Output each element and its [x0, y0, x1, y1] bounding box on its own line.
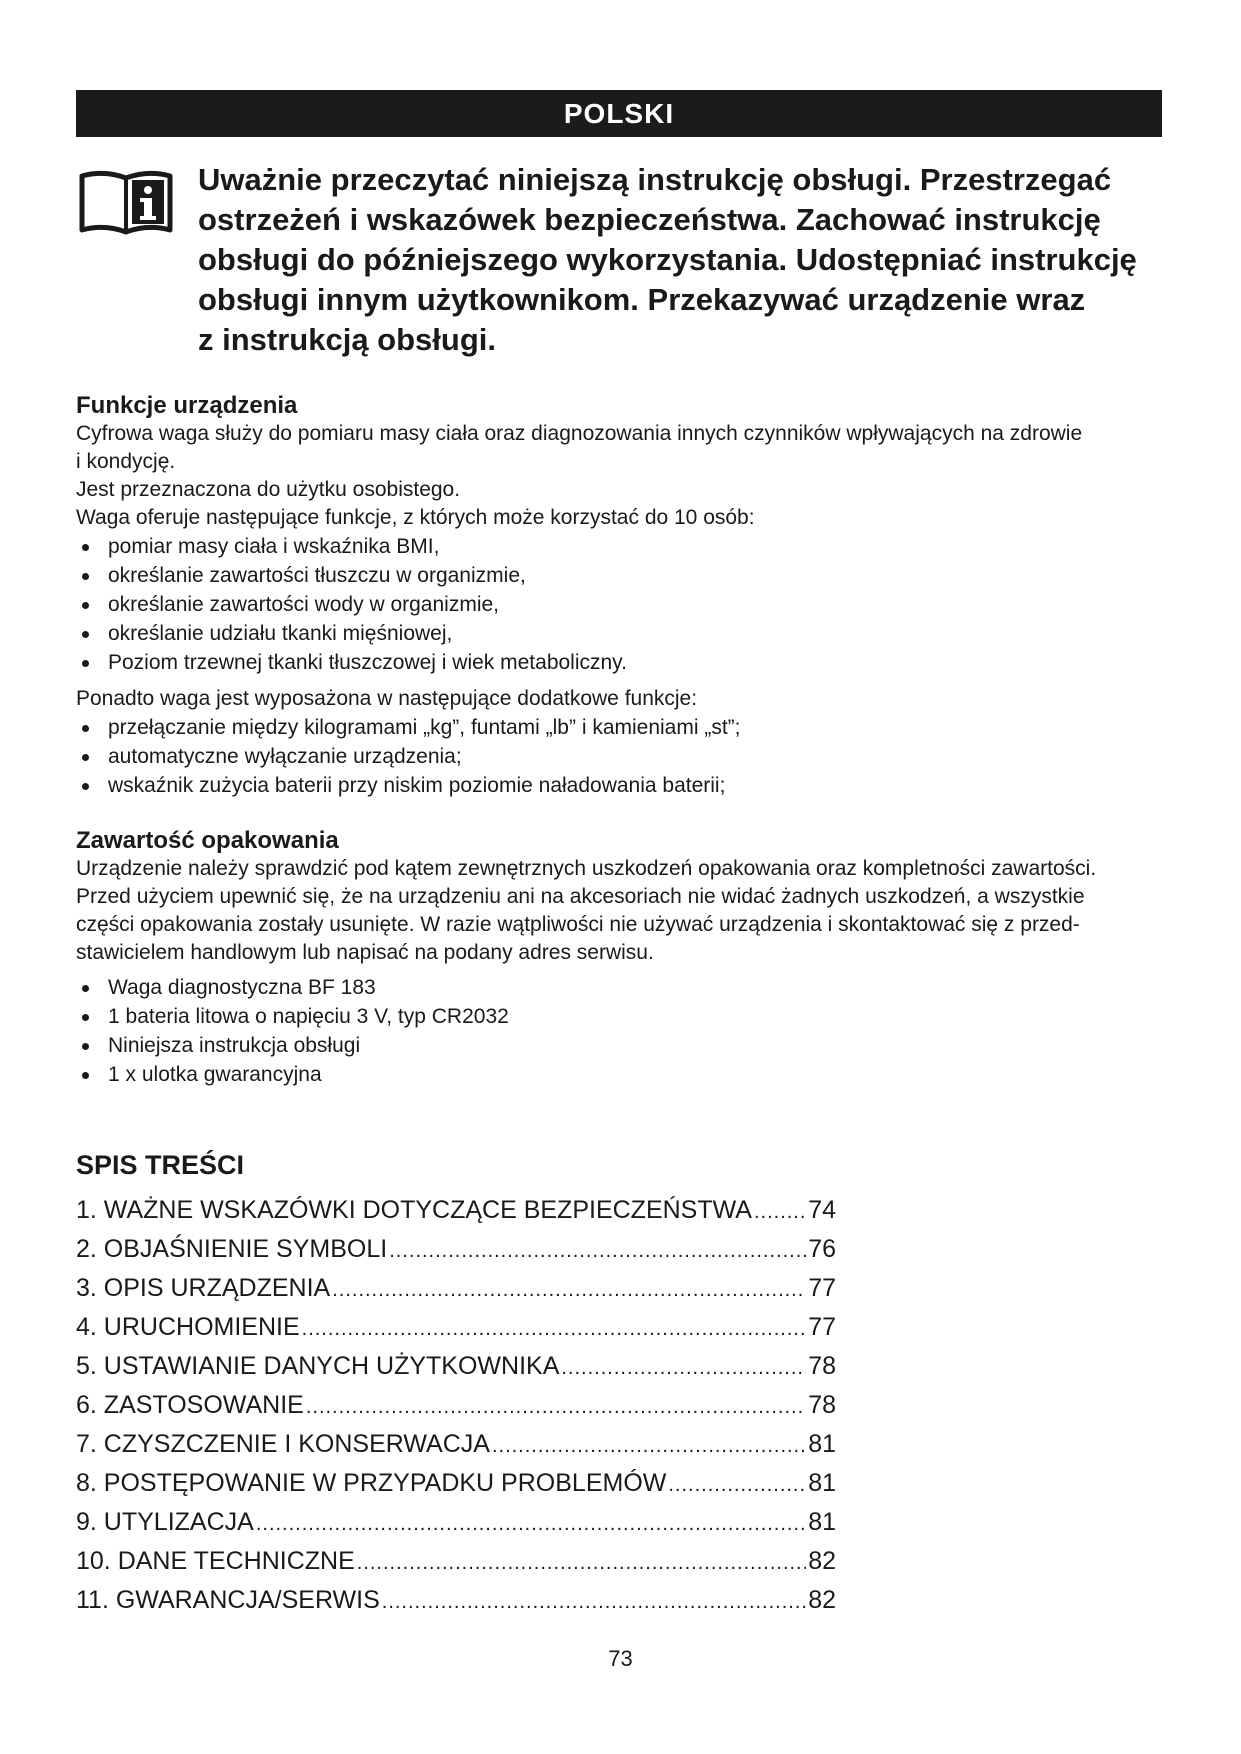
toc-entry-label: 2. OBJAŚNIENIE SYMBOLI: [76, 1235, 388, 1263]
toc-entry: [76, 1469, 836, 1508]
extra-functions-intro: Ponadto waga jest wyposażona w następujące dodatkowe funkcje:: [76, 687, 698, 710]
toc-entry-page: 82: [808, 1586, 836, 1614]
intro-line: ostrzeżeń i wskazówek bezpieczeństwa. Zachować instrukcję: [198, 202, 1101, 237]
toc-entry-page: 81: [808, 1508, 836, 1536]
list-item: Waga diagnostyczna BF 183: [76, 973, 1176, 1002]
package-section: [76, 827, 1176, 1089]
functions-section: [76, 392, 1176, 800]
package-paragraph: Urządzenie należy sprawdzić pod kątem zewnętrznych uszkodzeń opakowania oraz kompletności zawartości.: [76, 857, 1097, 880]
toc-entry: [76, 1313, 836, 1352]
list-item: Niniejsza instrukcja obsługi: [76, 1031, 1176, 1060]
toc-entry-page: 78: [808, 1391, 836, 1419]
toc-entry-page: 74: [808, 1196, 836, 1224]
toc-entry-label: 4. URUCHOMIENIE: [76, 1313, 300, 1341]
toc-entry-label: 7. CZYSZCZENIE I KONSERWACJA: [76, 1430, 490, 1458]
toc-entry-page: 77: [808, 1313, 836, 1341]
toc-entry: [76, 1430, 836, 1469]
package-paragraph: stawicielem handlowym lub napisać na podany adres serwisu.: [76, 941, 654, 964]
toc-entry-label: 9. UTYLIZACJA: [76, 1508, 254, 1536]
toc-leader: [492, 1435, 806, 1458]
list-item: automatyczne wyłączanie urządzenia;: [76, 742, 1176, 771]
page-number: 73: [608, 1646, 633, 1671]
toc-entry-page: 76: [808, 1235, 836, 1263]
functions-list: [76, 532, 1176, 677]
intro-line: obsługi innym użytkownikom. Przekazywać urządzenie wraz: [198, 282, 1086, 317]
toc-entry-page: 82: [808, 1547, 836, 1575]
toc-leader: [306, 1396, 806, 1419]
toc-entry: [76, 1235, 836, 1274]
toc-entry: [76, 1391, 836, 1430]
toc-entry-page: 81: [808, 1469, 836, 1497]
toc-entry: [76, 1352, 836, 1391]
toc-leader: [668, 1474, 806, 1497]
list-item: określanie zawartości wody w organizmie,: [76, 590, 1176, 619]
toc-entry-label: 11. GWARANCJA/SERWIS: [76, 1586, 380, 1614]
functions-title: Funkcje urządzenia: [76, 392, 298, 419]
toc-entry-page: 78: [808, 1352, 836, 1380]
toc-entry: [76, 1547, 836, 1586]
toc-entry: [76, 1196, 836, 1235]
toc-title: SPIS TREŚCI: [76, 1150, 245, 1180]
package-title: Zawartość opakowania: [76, 827, 339, 854]
package-paragraph: części opakowania zostały usunięte. W razie wątpliwości nie używać urządzenia i skontaktować się z przed-: [76, 913, 1080, 936]
toc-entry: [76, 1274, 836, 1313]
toc-entry: [76, 1586, 836, 1625]
toc-leader: [389, 1240, 806, 1263]
toc-leader: [332, 1279, 806, 1302]
toc-entry-page: 81: [808, 1430, 836, 1458]
toc-leader: [561, 1357, 806, 1380]
language-header: [76, 90, 1162, 137]
functions-paragraph: Jest przeznaczona do użytku osobistego.: [76, 478, 461, 501]
table-of-contents: [76, 1196, 836, 1625]
list-item: określanie zawartości tłuszczu w organizmie,: [76, 561, 1176, 590]
toc-leader: [302, 1318, 807, 1341]
list-item: określanie udziału tkanki mięśniowej,: [76, 619, 1176, 648]
toc-leader: [754, 1201, 806, 1224]
intro-line: obsługi do późniejszego wykorzystania. Udostępniać instrukcję: [198, 242, 1137, 277]
toc-entry-label: 10. DANE TECHNICZNE: [76, 1547, 355, 1575]
language-label: POLSKI: [563, 97, 675, 129]
list-item: pomiar masy ciała i wskaźnika BMI,: [76, 532, 1176, 561]
package-list: [76, 973, 1176, 1089]
toc-leader: [357, 1552, 806, 1575]
intro-line: z instrukcją obsługi.: [198, 322, 496, 357]
toc-entry-label: 3. OPIS URZĄDZENIA: [76, 1274, 331, 1302]
safety-intro: [198, 160, 1158, 360]
list-item: 1 x ulotka gwarancyjna: [76, 1060, 1176, 1089]
extra-functions-list: [76, 713, 1176, 800]
functions-paragraph: Waga oferuje następujące funkcje, z których może korzystać do 10 osób:: [76, 506, 755, 529]
toc-entry-label: 6. ZASTOSOWANIE: [76, 1391, 304, 1419]
toc-entry-label: 8. POSTĘPOWANIE W PRZYPADKU PROBLEMÓW: [76, 1469, 667, 1497]
list-item: wskaźnik zużycia baterii przy niskim poziomie naładowania baterii;: [76, 771, 1176, 800]
functions-paragraph: Cyfrowa waga służy do pomiaru masy ciała oraz diagnozowania innych czynników wpływających na zdrowie: [76, 422, 1083, 445]
toc-leader: [256, 1513, 806, 1536]
toc-entry-label: 1. WAŻNE WSKAZÓWKI DOTYCZĄCE BEZPIECZEŃSTWA: [76, 1196, 752, 1224]
package-paragraph: Przed użyciem upewnić się, że na urządzeniu ani na akcesoriach nie widać żadnych uszkodzeń, a wszystkie: [76, 885, 1085, 908]
intro-line: Uważnie przeczytać niniejszą instrukcję obsługi. Przestrzegać: [198, 162, 1112, 197]
list-item: 1 bateria litowa o napięciu 3 V, typ CR2032: [76, 1002, 1176, 1031]
toc-entry-label: 5. USTAWIANIE DANYCH UŻYTKOWNIKA: [76, 1352, 560, 1380]
list-item: Poziom trzewnej tkanki tłuszczowej i wiek metaboliczny.: [76, 648, 1176, 677]
info-book-icon: [78, 170, 174, 240]
functions-paragraph: i kondycję.: [76, 450, 176, 473]
toc-entry-page: 77: [808, 1274, 836, 1302]
toc-entry: [76, 1508, 836, 1547]
list-item: przełączanie między kilogramami „kg”, funtami „lb” i kamieniami „st”;: [76, 713, 1176, 742]
toc-leader: [382, 1591, 806, 1614]
